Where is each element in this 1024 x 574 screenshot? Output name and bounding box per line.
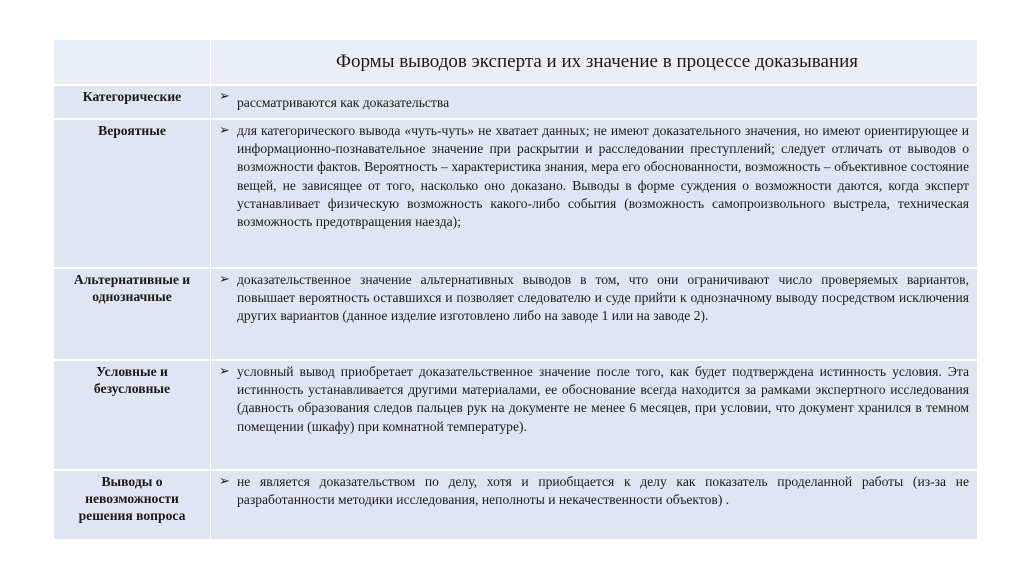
table-title: Формы выводов эксперта и их значение в процессе доказывания <box>211 40 978 86</box>
description-alternative: доказательственное значение альтернативных выводов в том, что они ограничивают число проверяемых вариантов, повышает вероятность оставшихся и позволяет следователю и суде прийти к однозначному выводу посредством исключения других вариантов (данное изделие изготовлено либо на заводе 1 или на заводе 2). <box>237 272 969 324</box>
description-cell <box>211 269 978 361</box>
arrow-bullet-icon: ➢ <box>219 272 230 287</box>
description-cell <box>211 120 978 269</box>
term-probable: Вероятные <box>54 120 211 269</box>
description-probable: для категорического вывода «чуть-чуть» не хватает данных; не имеют доказательного значения, но имеют ориентирующее и информационно-познавательное значение при раскрытии и расследовании преступлений; следует отличать от выводов о возможности фактов. Вероятность – характеристика знания, мера его обоснованности, возможность – объективное состояние вещей, не зависящее от того, насколько оно доказано. Выводы в форме суждения о возможности даются, когда эксперт устанавливает физическую возможность какого-либо события (возможность самопроизвольного выстрела, техническая возможность предотвращения наезда); <box>237 123 969 230</box>
arrow-bullet-icon: ➢ <box>219 364 230 379</box>
arrow-bullet-icon: ➢ <box>219 474 230 489</box>
table-header-row <box>54 40 978 86</box>
description-categorical: рассматриваются как доказательства <box>237 95 450 110</box>
header-empty-cell <box>54 40 211 86</box>
term-alternative: Альтернативные и однозначные <box>54 269 211 361</box>
table-row-alternative <box>54 269 978 361</box>
table-row-conditional <box>54 361 978 471</box>
arrow-bullet-icon: ➢ <box>219 89 230 104</box>
table-row-categorical <box>54 86 978 120</box>
description-impossibility: не является доказательством по делу, хотя и приобщается к делу как показатель проделанной работы (из-за не разработанности методики исследования, неполноты и некачественности объектов) . <box>237 474 969 508</box>
conclusions-table <box>54 40 978 541</box>
term-conditional: Условные и безусловные <box>54 361 211 471</box>
term-impossibility: Выводы о невозможности решения вопроса <box>54 471 211 541</box>
description-conditional: условный вывод приобретает доказательственное значение после того, как будет подтверждена истинность условия. Эта истинность устанавливается другими материалами, ее обоснование всегда находится за рамками экспертного исследования (давность образования следов пальцев рук на документе не менее 6 месяцев, при условии, что документ хранился в темном помещении (шкафу) при комнатной температуре). <box>237 364 969 434</box>
table-row-probable <box>54 120 978 269</box>
description-cell <box>211 86 978 120</box>
description-cell <box>211 471 978 541</box>
term-categorical: Категорические <box>54 86 211 120</box>
table-row-impossibility <box>54 471 978 541</box>
arrow-bullet-icon: ➢ <box>219 123 230 138</box>
description-cell <box>211 361 978 471</box>
